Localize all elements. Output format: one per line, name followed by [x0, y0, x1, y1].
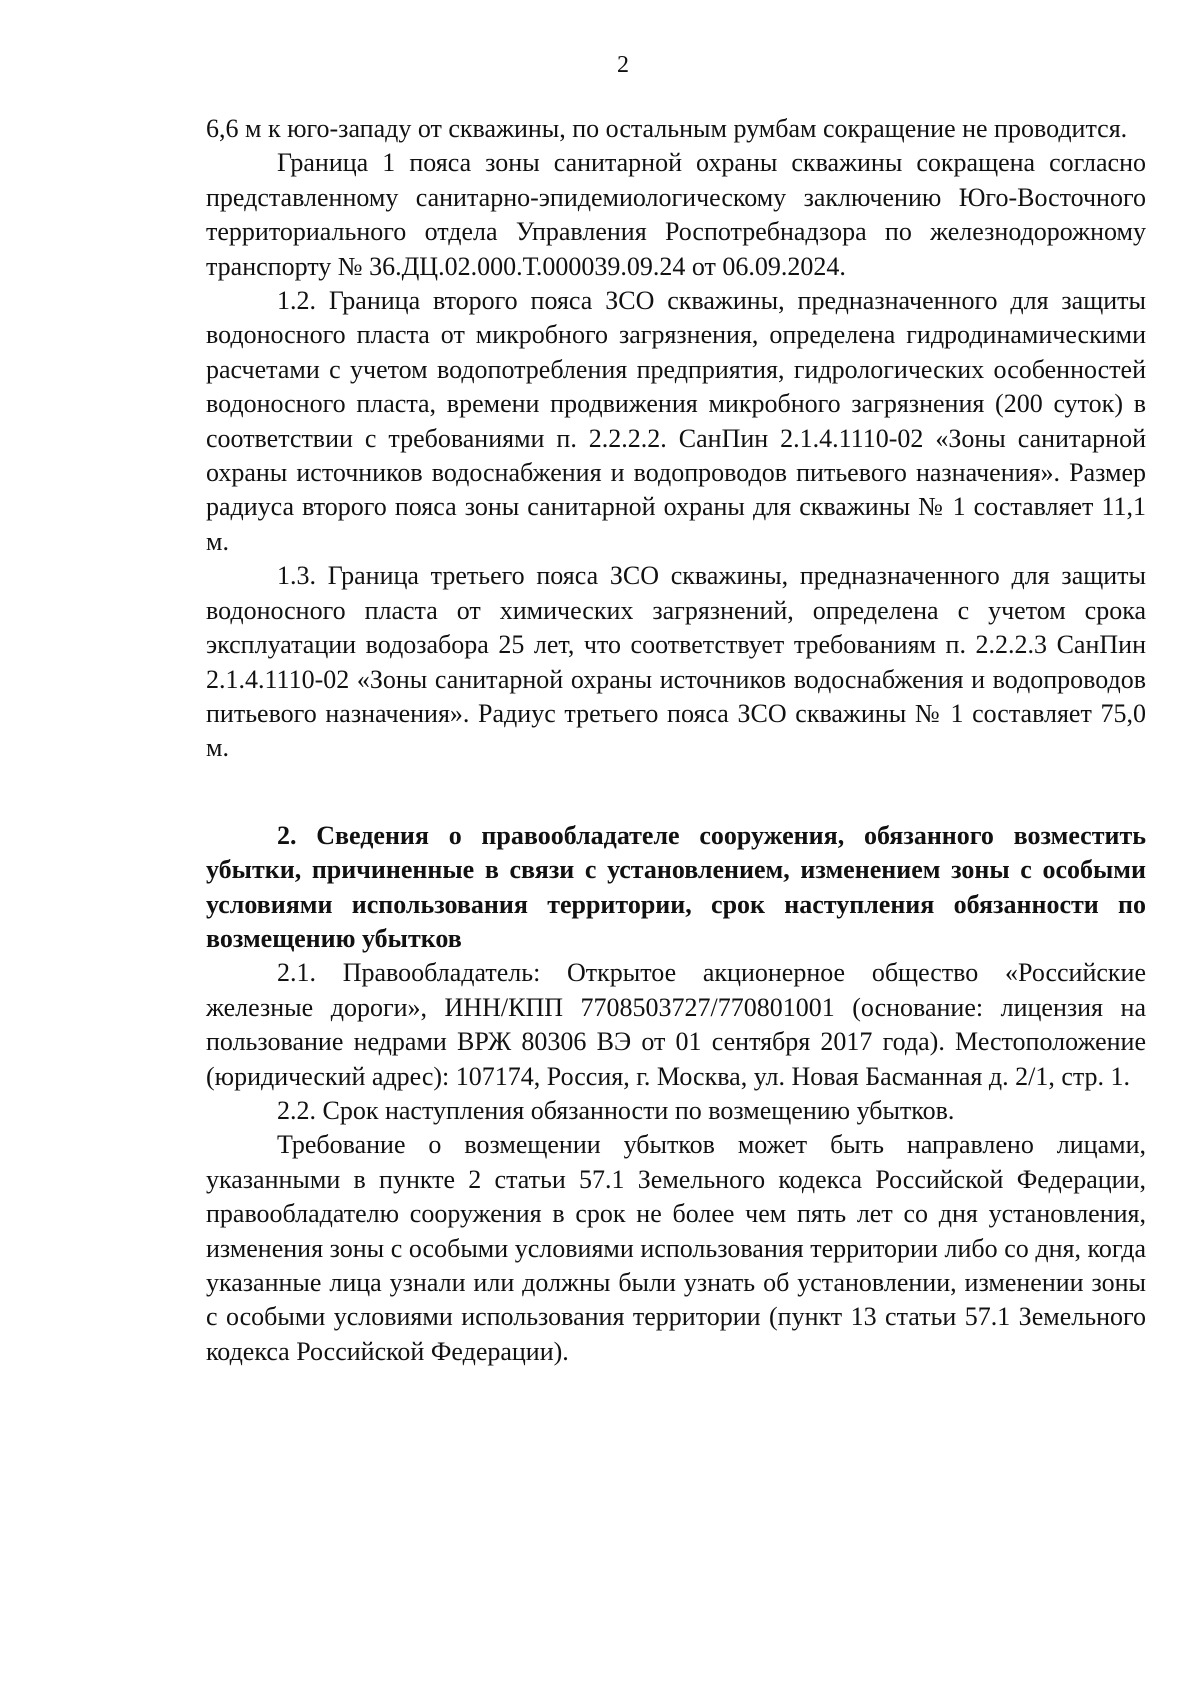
paragraph-first-zone-boundary: Граница 1 пояса зоны санитарной охраны скважины сокращена согласно представленному санитарно-эпидемиологическому заключению Юго-Восточного территориального отдела Управления Роспотребнадзора по железнодорожному транспорту № 36.ДЦ.02.000.Т.000039.09.24 от 06.09.2024. [206, 148, 1146, 281]
paragraph-2-1-rights-holder: 2.1. Правообладатель: Открытое акционерное общество «Российские железные дороги», ИНН/КПП 7708503727/770801001 (основание: лицензия на пользование недрами ВРЖ 80306 ВЭ от 01 сентября 2017 года). Местоположение (юридический адрес): 107174, Россия, г. Москва, ул. Новая Басманная д. 2/1, стр. 1. [206, 958, 1146, 1091]
paragraph-1-2-second-zone: 1.2. Граница второго пояса ЗСО скважины, предназначенного для защиты водоносного пласта от микробного загрязнения, определена гидродинамическими расчетами с учетом водопотребления предприятия, гидрологических особенностей водоносного пласта, времени продвижения микробного загрязнения (200 суток) в соответствии с требованиями п. 2.2.2.2. СанПин 2.1.4.1110-02 «Зоны санитарной охраны источников водоснабжения и водопроводов питьевого назначения». Размер радиуса второго пояса зоны санитарной охраны для скважины № 1 составляет 11,1 м. [206, 286, 1146, 556]
document-body [206, 112, 1146, 1369]
paragraph-2-2-obligation-term: 2.2. Срок наступления обязанности по возмещению убытков. [277, 1095, 955, 1125]
page-number: 2 [617, 52, 629, 78]
paragraph-1-1-continuation: 6,6 м к юго-западу от скважины, по остальным румбам сокращение не проводится. [206, 114, 1128, 143]
section-2-heading: 2. Сведения о правообладателе сооружения, обязанного возместить убытки, причиненные в связи с установлением, изменением зоны с особыми условиями использования территории, срок наступления обязанности по возмещению убытков [206, 820, 1146, 953]
paragraph-compensation-requirement: Требование о возмещении убытков может быть направлено лицами, указанными в пункте 2 статьи 57.1 Земельного кодекса Российской Федерации, правообладателю сооружения в срок не более чем пять лет со дня установления, изменения зоны с особыми условиями использования территории либо со дня, когда указанные лица узнали или должны были узнать об установлении, изменении зоны с особыми условиями использования территории (пункт 13 статьи 57.1 Земельного кодекса Российской Федерации). [206, 1130, 1146, 1366]
paragraph-1-3-third-zone: 1.3. Граница третьего пояса ЗСО скважины, предназначенного для защиты водоносного пласта от химических загрязнений, определена с учетом срока эксплуатации водозабора 25 лет, что соответствует требованиям п. 2.2.2.3 СанПин 2.1.4.1110-02 «Зоны санитарной охраны источников водоснабжения и водопроводов питьевого назначения». Радиус третьего пояса ЗСО скважины № 1 составляет 75,0 м. [206, 561, 1146, 763]
